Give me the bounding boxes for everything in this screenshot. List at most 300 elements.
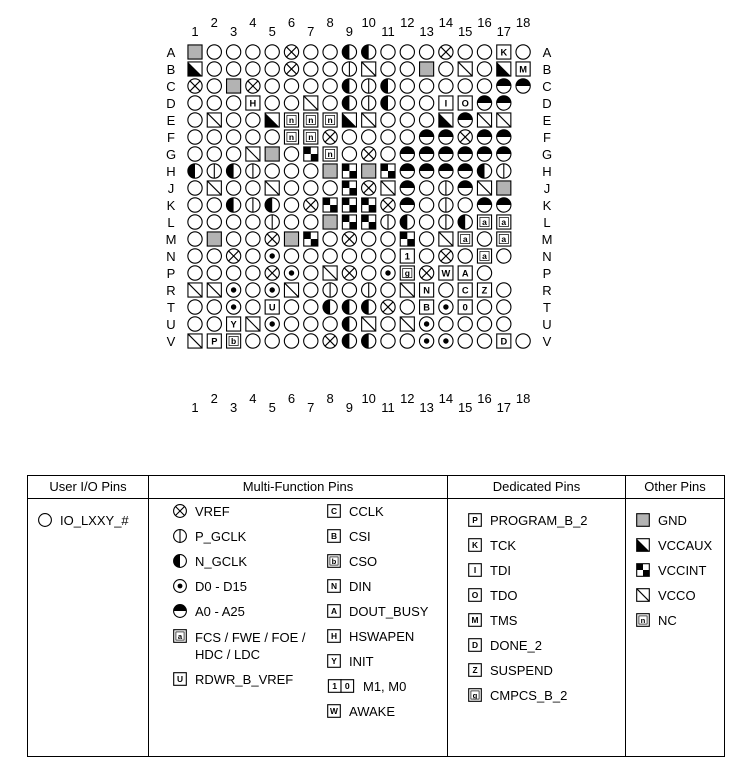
pin-n-gclk (323, 300, 337, 314)
legend-symbol-icon (468, 513, 482, 527)
legend-symbol-icon (173, 529, 187, 543)
pin-nc (284, 113, 298, 127)
legend-item-label: DOUT_BUSY (349, 604, 429, 619)
column-label-bottom: 17 (496, 400, 512, 415)
pin-user-io (284, 181, 298, 195)
pin-user-io (226, 266, 240, 280)
row-label-right: N (542, 249, 552, 264)
row-label-left: T (167, 300, 175, 315)
pin-user-io (458, 45, 472, 59)
pin-user-io (400, 62, 414, 76)
pin-gnd (497, 181, 511, 195)
pin-gnd (323, 164, 337, 178)
legend-symbol-icon (468, 638, 482, 652)
pin-vccint (381, 164, 395, 178)
column-label-top: 8 (326, 15, 334, 30)
pin-user-io (477, 317, 491, 331)
row-label-right: H (542, 164, 552, 179)
svg-text:Z: Z (472, 665, 478, 676)
pin-user-io (419, 45, 433, 59)
pin-user-io (207, 317, 221, 331)
legend-symbol-icon (327, 654, 341, 668)
pin-user-io (323, 45, 337, 59)
pin-vref (284, 62, 298, 76)
pin-user-io (477, 232, 491, 246)
legend-item-label: FCS / FWE / FOE / HDC / LDC (195, 630, 306, 662)
legend-item-label: DIN (349, 579, 372, 594)
pin-vcco (246, 147, 260, 161)
pin-n-gclk (342, 79, 356, 93)
pin-p-gclk (323, 283, 337, 297)
pin-user-io (419, 249, 433, 263)
pin-user-io (477, 334, 491, 348)
svg-text:1: 1 (404, 251, 410, 263)
pin-user-io (246, 113, 260, 127)
pin-user-io (207, 300, 221, 314)
legend-item-label: CCLK (349, 504, 384, 519)
legend-other-header: Other Pins (626, 476, 724, 499)
pin-n-gclk (342, 45, 356, 59)
row-label-right: B (542, 62, 552, 77)
legend-item-label: GND (658, 513, 687, 528)
legend-item-label: HSWAPEN (349, 629, 415, 644)
svg-text:K: K (500, 47, 508, 58)
pin-a0-a25 (458, 113, 472, 127)
column-label-bottom: 9 (345, 400, 354, 415)
svg-text:n: n (288, 132, 295, 143)
pin-dout-busy (458, 266, 472, 280)
legend-item-label: VCCINT (658, 563, 707, 578)
pin-user-io (439, 317, 453, 331)
column-label-top: 3 (229, 24, 238, 39)
pin-cclk (458, 283, 472, 297)
pin-p-gclk (246, 164, 260, 178)
pin-user-io (381, 283, 395, 297)
pin-user-io (381, 334, 395, 348)
pin-user-io (419, 232, 433, 246)
pin-n-gclk (458, 215, 472, 229)
pin-vccint (400, 232, 414, 246)
svg-text:W: W (330, 706, 338, 717)
legend-symbol-icon (636, 538, 650, 552)
legend-symbol-icon (468, 663, 482, 677)
row-label-left: R (166, 283, 176, 298)
svg-text:n: n (308, 132, 314, 143)
legend-item-label: AWAKE (349, 704, 395, 719)
pin-a0-a25 (419, 147, 433, 161)
legend-item-vccint (636, 563, 706, 579)
pin-d0-d15 (419, 317, 433, 331)
pin-user-io (246, 266, 260, 280)
pin-a0-a25 (439, 164, 453, 178)
row-label-right: E (542, 113, 552, 128)
pin-p-gclk (497, 164, 511, 178)
pin-user-io (497, 283, 511, 297)
pin-vref (246, 79, 260, 93)
svg-text:O: O (471, 590, 479, 601)
pin-user-io (188, 130, 202, 144)
pin-vcco (362, 62, 376, 76)
pin-m0 (458, 300, 472, 314)
svg-text:A: A (330, 606, 338, 617)
svg-text:H: H (249, 98, 257, 109)
pin-user-io (304, 300, 318, 314)
pin-vcco (362, 113, 376, 127)
legend-symbol-icon (38, 513, 52, 527)
pin-user-io (246, 283, 260, 297)
pin-a0-a25 (477, 96, 491, 110)
column-label-bottom: 14 (438, 391, 454, 406)
legend-symbol-icon (468, 588, 482, 602)
column-label-top: 5 (268, 24, 276, 39)
svg-text:Z: Z (481, 285, 488, 296)
pin-user-io (188, 96, 202, 110)
legend-symbol-icon (468, 688, 482, 702)
column-label-top: 6 (287, 15, 296, 30)
pin-vccint (342, 181, 356, 195)
pin-fcs-fwe-foe (458, 232, 472, 246)
pin-suspend (477, 283, 491, 297)
legend-table (27, 475, 725, 757)
pin-n-gclk (188, 164, 202, 178)
pin-a0-a25 (419, 130, 433, 144)
svg-text:n: n (327, 149, 333, 160)
pin-user-io (362, 232, 376, 246)
pin-n-gclk (226, 164, 240, 178)
svg-text:n: n (327, 115, 333, 126)
pin-p-gclk (362, 283, 376, 297)
column-label-top: 11 (381, 24, 395, 39)
row-label-left: F (167, 130, 175, 145)
row-label-right: C (542, 79, 552, 94)
pin-user-io (207, 45, 221, 59)
pin-user-io (207, 79, 221, 93)
pin-user-io (226, 96, 240, 110)
pin-user-io (304, 164, 318, 178)
pin-vref (342, 266, 356, 280)
pin-vccint (342, 164, 356, 178)
legend-item-user-io (38, 513, 129, 529)
pin-user-io (188, 113, 202, 127)
pin-vref (342, 113, 356, 127)
pin-nc (323, 113, 337, 127)
row-label-right: T (543, 300, 551, 315)
pin-gnd (420, 62, 434, 76)
pin-vref (284, 45, 298, 59)
pin-p-gclk (381, 215, 395, 229)
legend-item-label: VCCAUX (658, 538, 713, 553)
pin-gnd (265, 147, 279, 161)
pin-user-io (381, 147, 395, 161)
svg-text:a: a (501, 217, 507, 228)
row-label-left: N (166, 249, 176, 264)
legend-item-label: TDI (490, 563, 511, 578)
pin-user-io (265, 79, 279, 93)
legend-item-gnd (636, 513, 687, 529)
row-label-left: B (166, 62, 176, 77)
svg-text:0: 0 (462, 302, 468, 314)
svg-text:a: a (462, 234, 468, 245)
pin-user-io (400, 113, 414, 127)
pin-user-io (188, 266, 202, 280)
pin-a0-a25 (477, 198, 491, 212)
svg-text:n: n (308, 115, 314, 126)
pin-user-io (246, 215, 260, 229)
pin-user-io (246, 181, 260, 195)
legend-dedicated-column (448, 476, 626, 756)
pin-csi (420, 300, 434, 314)
pin-p-gclk (207, 164, 221, 178)
pin-vref (497, 62, 511, 76)
pin-user-io (516, 45, 530, 59)
svg-text:U: U (268, 302, 276, 313)
pin-user-io (458, 249, 472, 263)
svg-text:a: a (482, 251, 487, 262)
legend-item-label: TDO (490, 588, 518, 603)
pin-user-io (439, 62, 453, 76)
svg-text:W: W (441, 268, 451, 279)
legend-item-label: N_GCLK (195, 554, 248, 569)
pin-user-io (246, 45, 260, 59)
pin-user-io (304, 215, 318, 229)
legend-item-d0-d15 (173, 579, 247, 595)
pin-vcco (497, 113, 511, 127)
pin-user-io (246, 130, 260, 144)
pin-nc (304, 113, 318, 127)
pin-user-io (323, 181, 337, 195)
legend-symbol-icon (327, 504, 341, 518)
pin-vccint (342, 198, 356, 212)
pin-user-io (304, 79, 318, 93)
column-label-bottom: 6 (287, 391, 296, 406)
legend-item-label: CSO (349, 554, 378, 569)
pin-user-io (226, 147, 240, 161)
column-label-bottom: 5 (268, 400, 276, 415)
svg-text:K: K (471, 540, 479, 551)
svg-text:N: N (330, 581, 338, 592)
pin-awake (439, 266, 453, 280)
svg-text:D: D (500, 336, 508, 347)
pin-user-io (362, 266, 376, 280)
pin-d0-d15 (419, 334, 433, 348)
pin-user-io (226, 130, 240, 144)
row-label-left: E (166, 113, 176, 128)
row-label-right: K (542, 198, 552, 213)
pin-gnd (284, 232, 298, 246)
pin-user-io (207, 147, 221, 161)
row-label-right: F (543, 130, 551, 145)
pin-user-io (265, 334, 279, 348)
svg-text:O: O (461, 98, 469, 109)
legend-symbol-icon (468, 613, 482, 627)
pin-rdwr-b-vref (265, 300, 279, 314)
pin-nc (304, 130, 318, 144)
legend-multi-function-column (149, 476, 448, 756)
pin-user-io (400, 96, 414, 110)
pin-vcco (362, 317, 376, 331)
column-label-bottom: 4 (249, 391, 257, 406)
pin-a0-a25 (400, 198, 414, 212)
row-label-right: U (542, 317, 552, 332)
pin-vref (362, 181, 376, 195)
row-label-left: P (166, 266, 176, 281)
pin-vref (188, 79, 202, 93)
pin-user-io (304, 266, 318, 280)
legend-other-column (626, 476, 724, 756)
pin-user-io (458, 317, 472, 331)
pin-user-io (477, 79, 491, 93)
legend-item-m1-m0 (327, 679, 406, 695)
pin-user-io (381, 317, 395, 331)
legend-symbol-icon (173, 672, 187, 686)
pin-vref (323, 334, 337, 348)
pin-user-io (284, 215, 298, 229)
svg-text:U: U (176, 674, 184, 685)
svg-text:I: I (473, 565, 477, 576)
pin-user-io (497, 317, 511, 331)
row-label-left: A (166, 45, 176, 60)
pin-user-io (323, 96, 337, 110)
pin-vref (439, 45, 453, 59)
legend-item-cclk (327, 504, 384, 520)
column-label-top: 16 (477, 15, 492, 30)
pin-user-io (188, 147, 202, 161)
pin-d0-d15 (226, 300, 240, 314)
pin-vcco (304, 96, 318, 110)
pin-a0-a25 (497, 79, 511, 93)
svg-text:Y: Y (230, 319, 237, 330)
row-label-right: P (542, 266, 552, 281)
pin-user-io (342, 130, 356, 144)
pin-user-io (458, 198, 472, 212)
pin-user-io (419, 113, 433, 127)
column-label-bottom: 15 (457, 400, 473, 415)
pin-user-io (362, 130, 376, 144)
row-label-right: V (542, 334, 552, 349)
svg-text:0: 0 (344, 681, 350, 692)
pin-user-io (188, 249, 202, 263)
pin-user-io (477, 266, 491, 280)
pin-fcs-fwe-foe (477, 215, 491, 229)
pin-tdi (439, 96, 453, 110)
pin-vcco (246, 317, 260, 331)
legend-item-label: P_GCLK (195, 529, 247, 544)
row-label-left: V (166, 334, 176, 349)
pin-vref (265, 232, 279, 246)
pin-user-io (284, 96, 298, 110)
legend-item-suspend (468, 663, 553, 679)
pin-user-io (188, 215, 202, 229)
column-label-top: 4 (249, 15, 257, 30)
pin-user-io (381, 62, 395, 76)
pin-user-io (419, 198, 433, 212)
svg-text:a: a (501, 234, 507, 245)
pin-a0-a25 (400, 164, 414, 178)
pin-user-io (188, 181, 202, 195)
row-label-left: L (167, 215, 175, 230)
column-label-top: 2 (210, 15, 218, 30)
pin-user-io (265, 62, 279, 76)
pin-user-io (284, 300, 298, 314)
pin-user-io (458, 79, 472, 93)
row-label-right: L (543, 215, 551, 230)
pin-vref (439, 113, 453, 127)
svg-text:P: P (472, 515, 478, 526)
legend-symbol-icon (636, 513, 650, 527)
legend-symbol-icon (173, 629, 187, 643)
pin-a0-a25 (439, 130, 453, 144)
legend-item-label: PROGRAM_B_2 (490, 513, 588, 528)
pin-user-io (497, 300, 511, 314)
pin-p-gclk (342, 62, 356, 76)
pin-user-io (265, 96, 279, 110)
pin-vcco (188, 283, 202, 297)
pin-n-gclk (342, 300, 356, 314)
pin-d0-d15 (439, 334, 453, 348)
pin-n-gclk (381, 96, 395, 110)
pin-vccint (362, 198, 376, 212)
pin-user-io (323, 79, 337, 93)
legend-symbol-icon (173, 554, 187, 568)
pin-user-io (477, 45, 491, 59)
legend-item-label: VCCO (658, 588, 696, 603)
pin-vcco (284, 283, 298, 297)
row-label-left: C (166, 79, 176, 94)
legend-symbol-icon (327, 629, 341, 643)
pin-tdo (458, 96, 472, 110)
column-label-top: 10 (361, 15, 376, 30)
legend-item-a0-a25 (173, 604, 245, 620)
legend-symbol-icon (636, 563, 650, 577)
pin-user-io (323, 62, 337, 76)
row-label-right: J (543, 181, 551, 196)
pin-user-io (304, 334, 318, 348)
svg-text:b: b (230, 336, 237, 347)
pin-a0-a25 (439, 147, 453, 161)
svg-text:I: I (444, 98, 448, 109)
pin-d0-d15 (439, 300, 453, 314)
svg-text:D: D (471, 640, 479, 651)
column-label-bottom: 16 (477, 391, 492, 406)
pin-user-io (246, 249, 260, 263)
legend-item-din (327, 579, 371, 595)
legend-item-dout-busy (327, 604, 428, 620)
legend-item-fcs-fwe-foe (173, 629, 313, 663)
pin-user-io (265, 130, 279, 144)
pin-user-io (284, 79, 298, 93)
pin-user-io (207, 215, 221, 229)
pin-vcco (381, 181, 395, 195)
legend-item-label: CSI (349, 529, 371, 544)
pin-n-gclk (381, 79, 395, 93)
pin-hswapen (246, 96, 260, 110)
pin-cso (227, 334, 241, 348)
row-label-right: G (541, 147, 553, 162)
pin-vref (381, 300, 395, 314)
legend-item-tdo (468, 588, 517, 604)
pin-user-io (381, 130, 395, 144)
svg-text:P: P (211, 336, 218, 347)
svg-text:1: 1 (332, 681, 338, 692)
pin-vcco (188, 334, 202, 348)
pin-user-io (226, 62, 240, 76)
pin-user-io (516, 334, 530, 348)
pin-fcs-fwe-foe (477, 249, 491, 263)
legend-symbol-icon (327, 529, 341, 543)
column-label-top: 15 (457, 24, 473, 39)
pin-user-io (477, 300, 491, 314)
pin-done-2 (497, 334, 511, 348)
